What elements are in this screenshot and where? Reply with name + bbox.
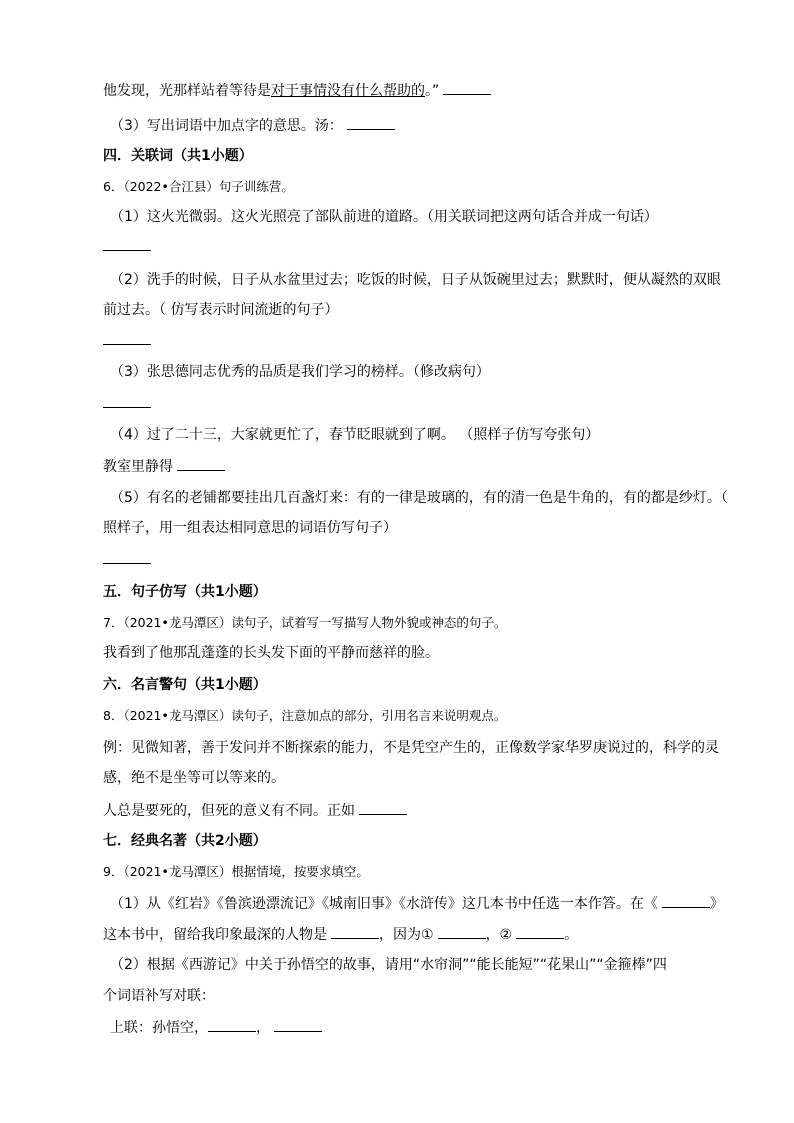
text-line: 人总是要死的，但死的意义有不同。正如 — [103, 800, 407, 821]
text-line: （3）张思德同志优秀的品质是我们学习的榜样。（修改病句） — [110, 364, 490, 380]
text-line: （5）有名的老铺都要挂出几百盏灯来：有的一律是玻璃的，有的清一色是牛角的，有的都是纱灯。（ — [110, 490, 728, 506]
answer-blank[interactable] — [208, 1017, 256, 1032]
section-heading: 五．句子仿写（共1小题） — [103, 584, 267, 600]
text-line: 我看到了他那乱蓬蓬的长头发下面的平静而慈祥的脸。 — [103, 645, 439, 661]
section-heading: 四．关联词（共1小题） — [103, 148, 253, 164]
answer-blank[interactable] — [177, 456, 225, 471]
text-line: 教室里静得 — [103, 456, 225, 477]
question-title: 7．（2021•龙马潭区）读句子，试着写一写描写人物外貌或神态的句子。 — [103, 615, 507, 630]
text-line: 照样子，用一组表达相同意思的词语仿写句子） — [103, 520, 397, 536]
text-line: 他发现，光那样站着等待是对于事情没有什么帮助的。” — [103, 80, 491, 101]
answer-blank[interactable] — [103, 393, 151, 408]
question-title: 8．（2021•龙马潭区）读句子，注意加点的部分，引用名言来说明观点。 — [103, 708, 507, 723]
answer-blank[interactable] — [274, 1017, 322, 1032]
answer-blank[interactable] — [516, 924, 564, 939]
question-title: 6．（2022•合江县）句子训练营。 — [103, 179, 294, 194]
answer-blank[interactable] — [359, 800, 407, 815]
text-line: （1）这火光微弱。这火光照亮了部队前进的道路。（用关联词把这两句话合并成一句话） — [110, 209, 658, 225]
text-line: 感，绝不是坐等可以等来的。 — [103, 770, 285, 786]
text-line: （1）从《红岩》《鲁滨逊漂流记》《城南旧事》《水浒传》这几本书中任选一本作答。在《 》 — [110, 893, 724, 914]
answer-blank[interactable] — [331, 924, 379, 939]
answer-blank[interactable] — [103, 549, 151, 564]
text-line: 上联：孙悟空， ， — [110, 1017, 322, 1038]
answer-line — [103, 330, 151, 351]
text-line: 前过去。（ 仿写表示时间流逝的句子） — [103, 302, 339, 318]
answer-blank[interactable] — [347, 115, 395, 130]
answer-blank[interactable] — [103, 330, 151, 345]
text-line: 例：见微知著，善于发问并不断探索的能力，不是凭空产生的，正像数学家华罗庚说过的，科学的灵 — [103, 740, 719, 756]
answer-blank[interactable] — [103, 236, 151, 251]
text-line: 个词语补写对联： — [103, 988, 215, 1004]
text-line: （3）写出词语中加点字的意思。汤： — [110, 115, 395, 136]
question-title: 9．（2021•龙马潭区）根据情境，按要求填空。 — [103, 864, 369, 879]
section-heading: 七．经典名著（共2小题） — [103, 833, 267, 849]
answer-line — [103, 549, 151, 570]
answer-blank[interactable] — [662, 893, 710, 908]
section-heading: 六．名言警句（共1小题） — [103, 677, 267, 693]
answer-line — [103, 393, 151, 414]
answer-blank[interactable] — [443, 80, 491, 95]
answer-line — [103, 236, 151, 257]
text-line: 这本书中，留给我印象最深的人物是 ，因为① ，② 。 — [103, 924, 578, 945]
text-line: （4）过了二十三，大家就更忙了，春节眨眼就到了啊。 （照样子仿写夸张句） — [110, 427, 600, 443]
text-line: （2）洗手的时候，日子从水盆里过去；吃饭的时候，日子从饭碗里过去；默默时，便从凝然的双眼 — [110, 272, 721, 288]
answer-blank[interactable] — [438, 924, 486, 939]
underlined-phrase: 对于事情没有什么帮助的 — [271, 83, 425, 99]
text-line: （2）根据《西游记》中关于孙悟空的故事，请用“水帘洞”“能长能短”“花果山”“金箍棒”四 — [110, 957, 667, 973]
